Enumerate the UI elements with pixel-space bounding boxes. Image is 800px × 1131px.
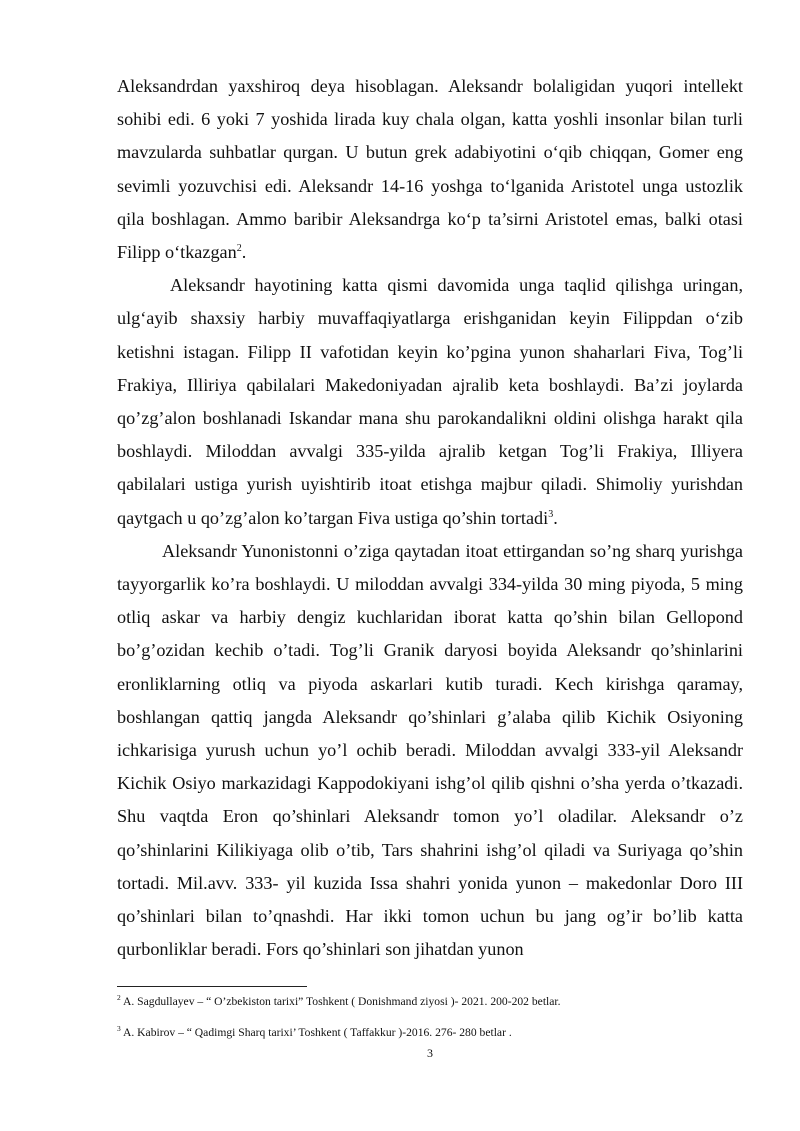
footnote-item [117,994,743,1009]
paragraph-text: Aleksandr Yunonistonni o’ziga qaytadan itoat ettirgandan so’ng sharq yurishga tayyorgarlik ko’ra boshlaydi. U miloddan avvalgi 334-yilda 30 ming piyoda, 5 ming otliq askar va harbiy dengiz kuchlaridan iborat katta qo’shin bilan Gellopond bo’g’ozidan kechib o’tadi. Tog’li Granik daryosi boyida Aleksandr qo’shinlarini eronliklarning otliq va piyoda askarlari kutib turadi. Kech kirishga qaramay, boshlangan qattiq jangda Aleksandr qo’shinlari g’alaba qilib Kichik Osiyoning ichkarisiga yurush uchun yo’l ochib beradi. Miloddan avvalgi 333-yil Aleksandr Kichik Osiyo markazidagi Kappodokiyani ishg’ol qilib qishni o’sha yerda o’tkazadi. Shu vaqtda Eron qo’shinlari Aleksandr tomon yo’l oladilar. Aleksandr o’z qo’shinlarini Kilikiyaga olib o’tib, Tars shahrini ishg’ol qiladi va Suriyaga qo’shin tortadi. Mil.avv. 333- yil kuzida Issa shahri yonida yunon – makedonlar Doro III qo’shinlari bilan to’qnashdi. Har ikki tomon uchun bu jang og’ir bo’lib katta qurbonliklar beradi. Fors qo’shinlari son jihatdan yunon [117,540,743,960]
paragraph [117,535,743,967]
paragraph-tail: . [241,242,247,263]
footnote-reference: 2 [236,242,242,254]
footnote-text: A. Kabirov – “ Qadimgi Sharq tarixi’ Toshkent ( Taffakkur )-2016. 276- 280 betlar . [120,1026,512,1039]
paragraph-text: Aleksandr hayotining katta qismi davomida unga taqlid qilishga uringan, ulg‘ayib shaxsiy harbiy muvaffaqiyatlarga erishganidan keyin Filippdan o‘zib ketishni istagan. Filipp II vafotidan keyin ko’pgina yunon shaharlari Fiva, Tog’li Frakiya, Illiriya qabilalari Makedoniyadan ajralib keta boshlaydi. Ba’zi joylarda qo’zg’alon boshlanadi Iskandar mana shu parokandalikni oldini olishga harakt qila boshlaydi. Miloddan avvalgi 335-yilda ajralib ketgan Tog’li Frakiya, Illiyera qabilalari ustiga yurish uyishtirib itoat etishga majbur qiladi. Shimoliy yurishdan qaytgach u qo’zg’alon ko’targan Fiva ustiga qo’shin tortadi [117,275,743,528]
paragraph-tail: . [553,507,558,528]
footnote-item [117,1025,743,1040]
body-text [117,70,743,966]
page-number: 3 [427,1046,433,1060]
footnote-text: A. Sagdullayev – “ O’zbekiston tarixi” Toshkent ( Donishmand ziyosi )- 2021. 200-202 betlar. [120,995,561,1008]
paragraph [117,269,743,535]
footnote-number: 2 [117,993,121,1003]
footnote-reference: 3 [548,508,554,520]
paragraph [117,70,743,269]
footnote-separator [117,986,307,987]
paragraph-text: Aleksandrdan yaxshiroq deya hisoblagan. Aleksandr bolaligidan yuqori intellekt sohibi edi. 6 yoki 7 yoshida lirada kuy chala olgan, katta yoshli insonlar bilan turli mavzularda suhbatlar qurgan. U butun grek adabiyotini o‘qib chiqqan, Gomer eng sevimli yozuvchisi edi. Aleksandr 14-16 yoshga to‘lganida Aristotel unga ustozlik qila boshlagan. Ammo baribir Aleksandrga ko‘p ta’sirni Aristotel emas, balki otasi Filipp o‘tkazgan [117,76,743,263]
footnote-number: 3 [117,1024,121,1034]
